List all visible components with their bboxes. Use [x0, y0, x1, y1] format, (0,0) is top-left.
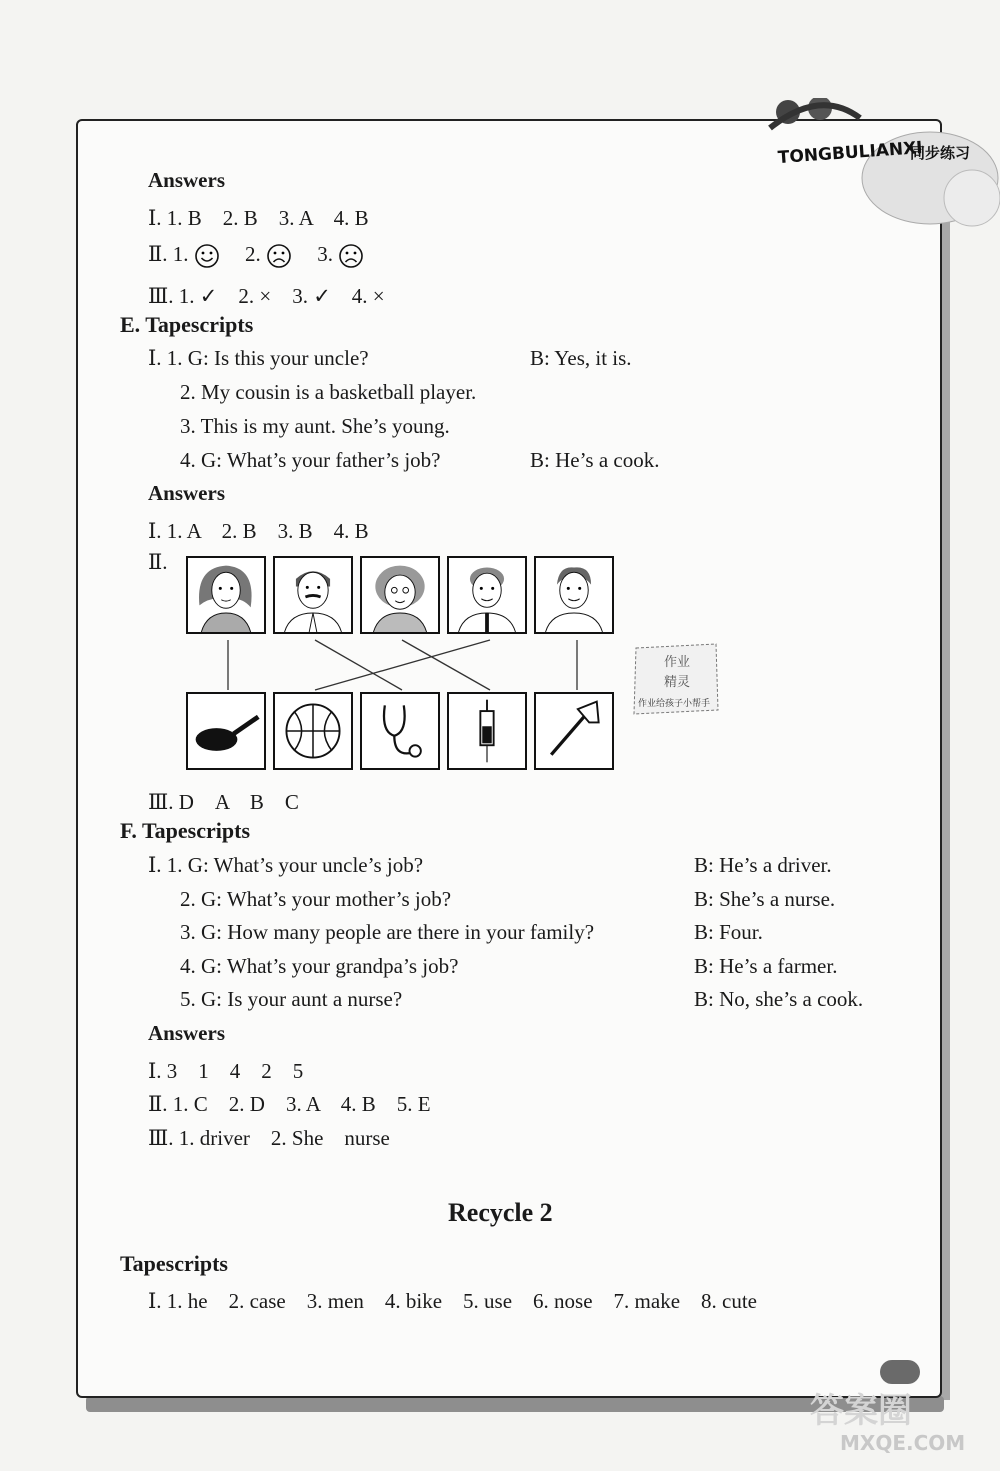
tapescript-question: 2. My cousin is a basketball player. — [180, 380, 477, 404]
answer-line: Ⅰ. 1. B 2. B 3. A 4. B — [148, 206, 369, 230]
tapescript-question: 2. G: What’s your mother’s job? — [180, 887, 452, 911]
tapescript-answer: B: Yes, it is. — [530, 346, 632, 370]
tapescript-question: 3. This is my aunt. She’s young. — [180, 414, 450, 438]
young-man-icon — [534, 556, 614, 634]
tapescript-answer: B: He’s a farmer. — [694, 954, 838, 978]
answer-line: Ⅰ. 3 1 4 2 5 — [148, 1059, 304, 1083]
tapescript-question: Ⅰ. 1. G: What’s your uncle’s job? — [148, 853, 424, 877]
answer-line-faces: Ⅱ. 1. 2. 3. — [148, 242, 364, 269]
section-e-heading: E. Tapescripts — [120, 312, 254, 337]
svg-text:答案圈: 答案圈 — [810, 1391, 912, 1431]
answer-line: Ⅲ. 1. driver 2. She nurse — [148, 1126, 390, 1150]
frying-pan-icon — [186, 692, 266, 770]
answer-line: Ⅲ. D A B C — [148, 790, 299, 814]
answer-line: Ⅲ. 1. ✓ 2. × 3. ✓ 4. × — [148, 284, 385, 308]
tapescript-answer: B: She’s a nurse. — [694, 887, 836, 911]
tapescript-answer: B: He’s a driver. — [694, 853, 832, 877]
smile-face-icon — [194, 243, 220, 269]
header-badge-logo — [760, 98, 1000, 228]
tapescript-question: 3. G: How many people are there in your family? — [180, 920, 595, 944]
syringe-icon — [447, 692, 527, 770]
axe-icon — [534, 692, 614, 770]
grandma-icon — [360, 556, 440, 634]
svg-text:精灵: 精灵 — [664, 675, 691, 690]
svg-text:MXQE.COM: MXQE.COM — [840, 1431, 966, 1455]
tapescript-question: 4. G: What’s your father’s job? — [180, 448, 441, 472]
svg-text:TONGBULIANXI: TONGBULIANXI — [777, 138, 924, 169]
answer-line: Ⅱ. 1. C 2. D 3. A 4. B 5. E — [148, 1092, 431, 1116]
answers-heading: Answers — [148, 1021, 225, 1045]
basketball-icon — [273, 692, 353, 770]
tapescripts-heading: Tapescripts — [120, 1251, 228, 1276]
svg-text:作业: 作业 — [664, 655, 691, 670]
watermark-logo — [800, 1378, 990, 1458]
svg-text:作业给孩子小帮手: 作业给孩子小帮手 — [638, 699, 711, 709]
matching-lines — [180, 630, 640, 700]
answer-line: Ⅰ. 1. A 2. B 3. B 4. B — [148, 519, 369, 543]
answer-label: Ⅱ. — [148, 550, 168, 574]
homework-stamp — [630, 640, 722, 718]
recycle-2-title: Recycle 2 — [448, 1198, 553, 1227]
tapescript-answer: B: He’s a cook. — [530, 448, 660, 472]
tapescript-question: Ⅰ. 1. G: Is this your uncle? — [148, 346, 369, 370]
tapescript-answer: B: No, she’s a cook. — [694, 987, 864, 1011]
answers-heading: Answers — [148, 168, 225, 192]
grandpa-icon — [447, 556, 527, 634]
section-f-heading: F. Tapescripts — [120, 818, 251, 843]
tapescript-answer: B: Four. — [694, 920, 763, 944]
answer-line: Ⅰ. 1. he 2. case 3. men 4. bike 5. use 6. nose 7. make 8. cute — [148, 1289, 757, 1313]
sad-face-icon — [338, 243, 364, 269]
woman-icon — [186, 556, 266, 634]
svg-text:同步练习: 同步练习 — [910, 144, 971, 162]
stethoscope-icon — [360, 692, 440, 770]
man-mustache-icon — [273, 556, 353, 634]
answers-heading: Answers — [148, 481, 225, 505]
sad-face-icon — [266, 243, 292, 269]
tapescript-question: 5. G: Is your aunt a nurse? — [180, 987, 403, 1011]
tapescript-question: 4. G: What’s your grandpa’s job? — [180, 954, 459, 978]
